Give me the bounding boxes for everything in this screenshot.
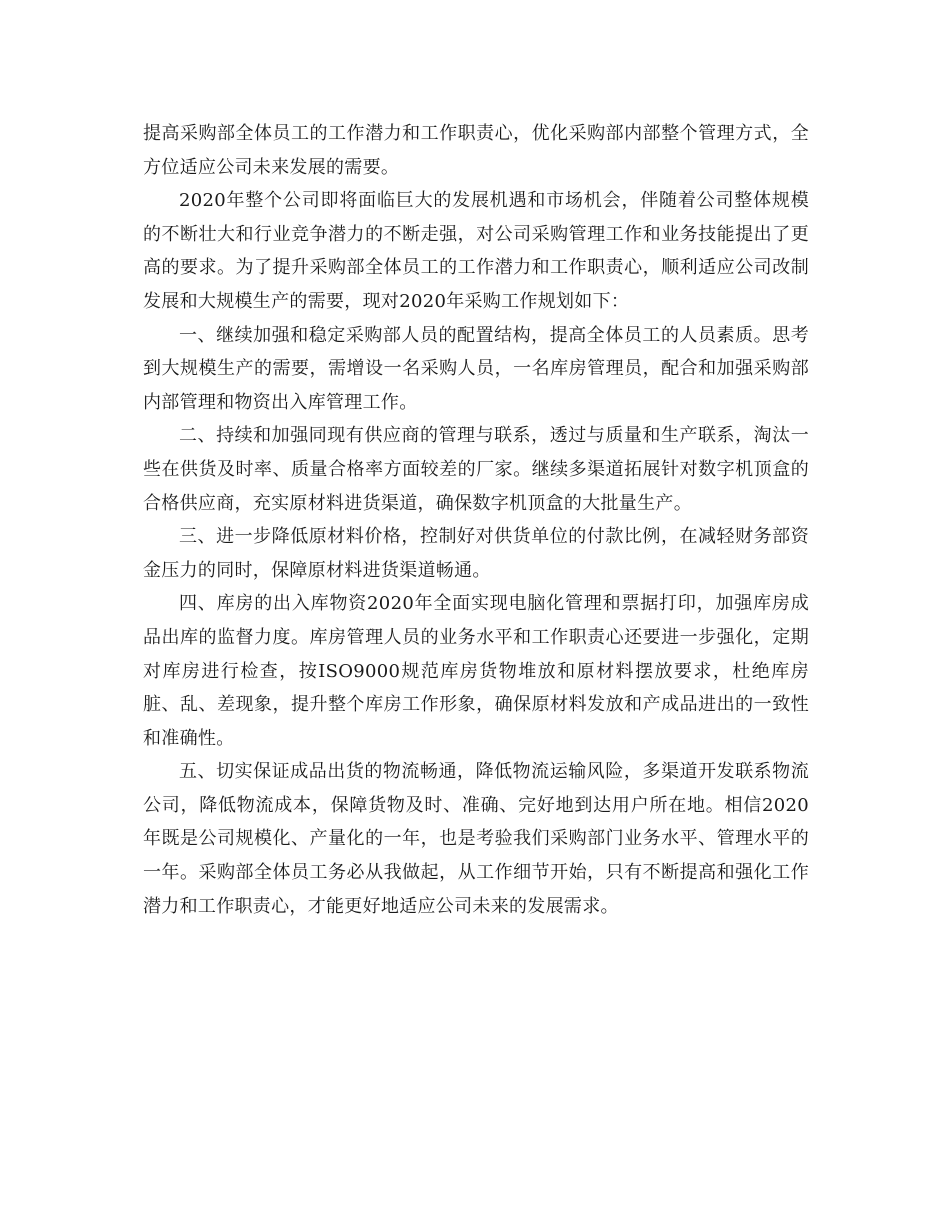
paragraph-item-2: 二、持续和加强同现有供应商的管理与联系，透过与质量和生产联系，淘汰一些在供货及时率、质量合格率方面较差的厂家。继续多渠道拓展针对数字机顶盒的合格供应商，充实原材料进货渠道，确保数字机顶盒的大批量生产。 <box>143 425 809 514</box>
paragraph-item-1: 一、继续加强和稳定采购部人员的配置结构，提高全体员工的人员素质。思考到大规模生产的需要，需增设一名采购人员，一名库房管理员，配合和加强采购部内部管理和物资出入库管理工作。 <box>143 324 809 413</box>
paragraph-overview: 2020年整个公司即将面临巨大的发展机遇和市场机会，伴随着公司整体规模的不断壮大和行业竞争潜力的不断走强，对公司采购管理工作和业务技能提出了更高的要求。为了提升采购部全体员工的工作潜力和工作职责心，顺利适应公司改制发展和大规模生产的需要，现对2020年采购工作规划如下： <box>143 190 809 312</box>
paragraph-item-3: 三、进一步降低原材料价格，控制好对供货单位的付款比例，在减轻财务部资金压力的同时，保障原材料进货渠道畅通。 <box>143 526 809 581</box>
paragraph-item-5: 五、切实保证成品出货的物流畅通，降低物流运输风险，多渠道开发联系物流公司，降低物流成本，保障货物及时、准确、完好地到达用户所在地。相信2020年既是公司规模化、产量化的一年，也是考验我们采购部门业务水平、管理水平的一年。采购部全体员工务必从我做起，从工作细节开始，只有不断提高和强化工作潜力和工作职责心，才能更好地适应公司未来的发展需求。 <box>143 761 809 917</box>
document-body <box>143 117 809 923</box>
paragraph-intro: 提高采购部全体员工的工作潜力和工作职责心，优化采购部内部整个管理方式，全方位适应公司未来发展的需要。 <box>143 123 809 178</box>
paragraph-item-4: 四、库房的出入库物资2020年全面实现电脑化管理和票据打印，加强库房成品出库的监督力度。库房管理人员的业务水平和工作职责心还要进一步强化，定期对库房进行检查，按ISO9000规范库房货物堆放和原材料摆放要求，杜绝库房脏、乱、差现象，提升整个库房工作形象，确保原材料发放和产成品进出的一致性和准确性。 <box>143 593 809 749</box>
